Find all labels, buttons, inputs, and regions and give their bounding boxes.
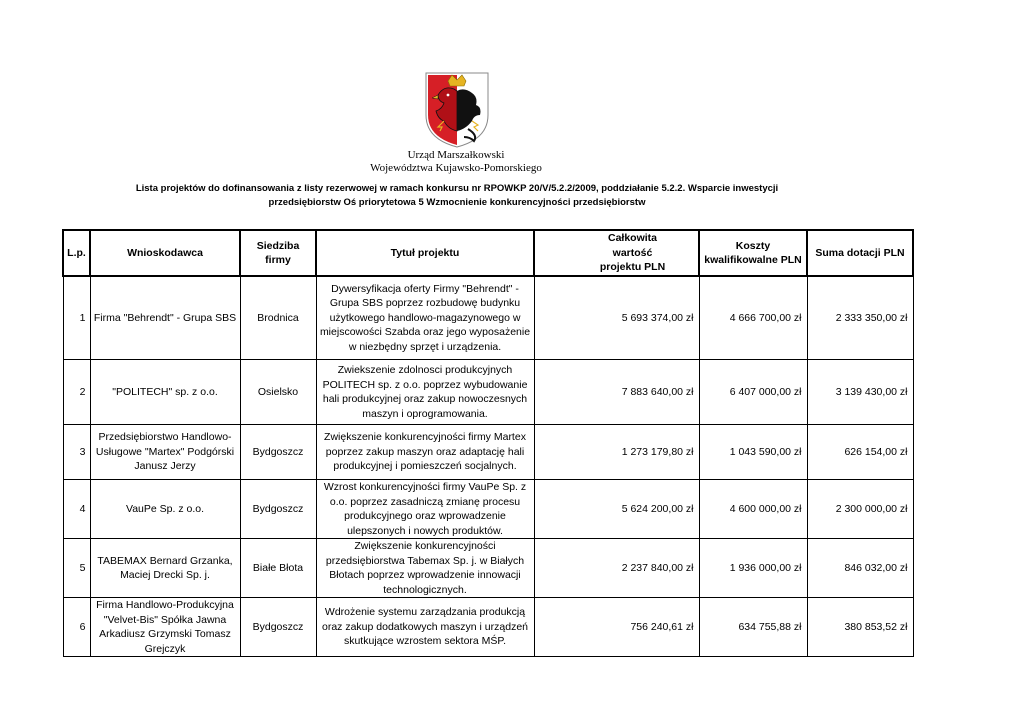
document-title-line2: przedsiębiorstw Oś priorytetowa 5 Wzmocnienie konkurencyjności przedsiębiorstw [268, 197, 646, 208]
table-header-row [63, 230, 913, 276]
header-applicant: Wnioskodawca [90, 230, 240, 276]
header-seat: Siedziba firmy [240, 230, 316, 276]
cell-applicant: Przedsiębiorstwo Handlowo-Usługowe "Martex" Podgórski Janusz Jerzy [90, 425, 240, 480]
cell-grant-sum: 846 032,00 zł [807, 539, 913, 598]
cell-lp: 1 [63, 276, 90, 360]
cell-eligible-costs: 4 600 000,00 zł [699, 480, 807, 539]
cell-seat: Bydgoszcz [240, 425, 316, 480]
cell-total-value: 1 273 179,80 zł [534, 425, 699, 480]
cell-seat: Bydgoszcz [240, 480, 316, 539]
cell-grant-sum: 380 853,52 zł [807, 598, 913, 657]
cell-applicant: "POLITECH" sp. z o.o. [90, 360, 240, 425]
cell-project-title: Zwiększenie konkurencyjności przedsiębiorstwa Tabemax Sp. j. w Białych Błotach poprzez wprowadzenie innowacji technologicznych. [316, 539, 534, 598]
header-grant-sum: Suma dotacji PLN [807, 230, 913, 276]
coat-of-arms-icon [424, 71, 490, 149]
header-total-value: Całkowita wartość projektu PLN [534, 230, 699, 276]
table-row [63, 276, 913, 360]
cell-seat: Brodnica [240, 276, 316, 360]
header-project-title: Tytuł projektu [316, 230, 534, 276]
document-title [90, 182, 824, 210]
cell-eligible-costs: 4 666 700,00 zł [699, 276, 807, 360]
cell-applicant: VauPe Sp. z o.o. [90, 480, 240, 539]
table-row [63, 360, 913, 425]
cell-seat: Osielsko [240, 360, 316, 425]
cell-project-title: Zwiekszenie zdolnosci produkcyjnych POLITECH sp. z o.o. poprzez wybudowanie hali produkcyjnej oraz zakup nowoczesnych maszyn i oprogramowania. [316, 360, 534, 425]
cell-grant-sum: 3 139 430,00 zł [807, 360, 913, 425]
cell-applicant: Firma "Behrendt" - Grupa SBS [90, 276, 240, 360]
cell-lp: 6 [63, 598, 90, 657]
cell-project-title: Wzrost konkurencyjności firmy VauPe Sp. z o.o. poprzez zasadniczą zmianę procesu produkcyjnego oraz wprowadzenie ulepszonych i nowych produktów. [316, 480, 534, 539]
cell-lp: 5 [63, 539, 90, 598]
cell-eligible-costs: 1 936 000,00 zł [699, 539, 807, 598]
cell-project-title: Zwiększenie konkurencyjności firmy Martex poprzez zakup maszyn oraz adaptację hali produkcyjnej i pomieszczeń socjalnych. [316, 425, 534, 480]
cell-applicant: Firma Handlowo-Produkcyjna "Velvet-Bis" Spółka Jawna Arkadiusz Grzymski Tomasz Grejczyk [90, 598, 240, 657]
cell-lp: 4 [63, 480, 90, 539]
document-title-line1: Lista projektów do dofinansowania z listy rezerwowej w ramach konkursu nr RPOWKP 20/V/5.2.2/2009, poddziałanie 5.2.2. Wsparcie inwestycji [135, 183, 779, 194]
office-name-line1: Urząd Marszałkowski [407, 149, 505, 161]
cell-grant-sum: 2 300 000,00 zł [807, 480, 913, 539]
griffin-eye [447, 94, 450, 97]
cell-lp: 3 [63, 425, 90, 480]
cell-total-value: 5 624 200,00 zł [534, 480, 699, 539]
cell-total-value: 7 883 640,00 zł [534, 360, 699, 425]
table-row [63, 539, 913, 598]
cell-total-value: 756 240,61 zł [534, 598, 699, 657]
office-name-line2: Województwa Kujawsko-Pomorskiego [370, 162, 542, 174]
header-lp: L.p. [63, 230, 90, 276]
cell-seat: Bydgoszcz [240, 598, 316, 657]
table-row [63, 480, 913, 539]
table-row [63, 598, 913, 657]
cell-project-title: Wdrożenie systemu zarządzania produkcją oraz zakup dodatkowych maszyn i urządzeń skutkujące wzrostem sektora MŚP. [316, 598, 534, 657]
cell-lp: 2 [63, 360, 90, 425]
cell-total-value: 2 237 840,00 zł [534, 539, 699, 598]
cell-grant-sum: 626 154,00 zł [807, 425, 913, 480]
cell-project-title: Dywersyfikacja oferty Firmy "Behrendt" - Grupa SBS poprzez rozbudowę budynku użytkowego handlowo-magazynowego w miejscowości Szabda oraz jego wyposażenie w niezbędny sprzęt i urządzenia. [316, 276, 534, 360]
cell-total-value: 5 693 374,00 zł [534, 276, 699, 360]
table-row [63, 425, 913, 480]
projects-table [62, 229, 914, 657]
cell-applicant: TABEMAX Bernard Grzanka, Maciej Drecki Sp. j. [90, 539, 240, 598]
cell-eligible-costs: 6 407 000,00 zł [699, 360, 807, 425]
header-eligible-costs: Koszty kwalifikowalne PLN [699, 230, 807, 276]
cell-eligible-costs: 634 755,88 zł [699, 598, 807, 657]
cell-eligible-costs: 1 043 590,00 zł [699, 425, 807, 480]
cell-seat: Białe Błota [240, 539, 316, 598]
cell-grant-sum: 2 333 350,00 zł [807, 276, 913, 360]
